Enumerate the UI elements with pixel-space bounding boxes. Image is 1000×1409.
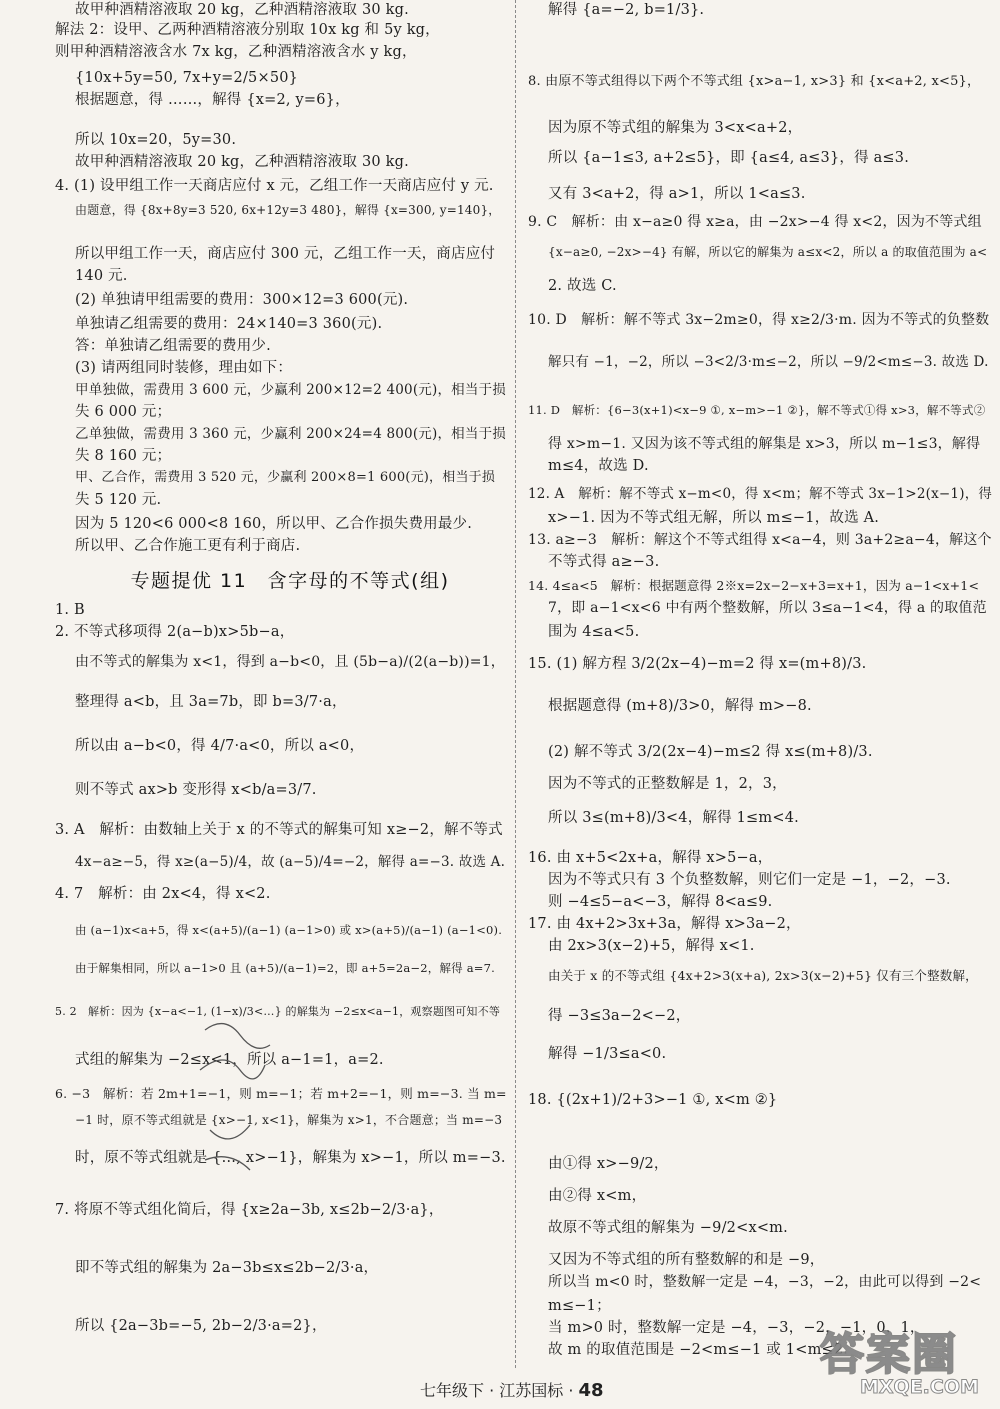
- left-column-line: 故甲种酒精溶液取 20 kg，乙种酒精溶液取 30 kg.: [75, 2, 409, 18]
- right-column-line: 由①得 x>−9/2，: [548, 1156, 669, 1172]
- right-column-line: 所以 {a−1≤3, a+2≤5}，即 {a≤4, a≤3}，得 a≤3.: [548, 150, 910, 166]
- left-column-line: 1. B: [55, 602, 85, 618]
- left-column-line: 则不等式 ax>b 变形得 x<b/a=3/7.: [75, 782, 317, 798]
- left-column-line: 2. 不等式移项得 2(a−b)x>5b−a，: [55, 624, 295, 640]
- right-column-line: 9. C 解析：由 x−a≥0 得 x≥a，由 −2x>−4 得 x<2，因为不等式组: [528, 214, 982, 230]
- right-column-line: 14. 4≤a<5 解析：根据题意得 2※x=2x−2−x+3=x+1，因为 a−1<x+1<: [528, 578, 980, 593]
- watermark-url: MXQE.COM: [860, 1376, 979, 1398]
- pencil-scribble-icon: [195, 1010, 275, 1200]
- left-column-line: 4. 7 解析：由 2x<4，得 x<2.: [55, 886, 271, 902]
- right-column-line: 15. (1) 解方程 3/2(2x−4)−m=2 得 x=(m+8)/3.: [528, 656, 867, 672]
- right-column-line: 又因为不等式组的所有整数解的和是 −9，: [548, 1252, 825, 1268]
- left-column-line: {10x+5y=50, 7x+y=2/5×50}: [75, 70, 299, 86]
- right-column-line: 16. 由 x+5<2x+a，解得 x>5−a，: [528, 850, 773, 866]
- left-column-line: 由 (a−1)x<a+5，得 x<(a+5)/(a−1) (a−1>0) 或 x>(a+5)/(a−1) (a−1<0).: [75, 923, 503, 937]
- right-column-line: 得 x>m−1. 又因为该不等式组的解集是 x>3，所以 m−1≤3，解得: [548, 436, 981, 452]
- right-column-line: 所以当 m<0 时，整数解一定是 −4，−3，−2，由此可以得到 −2<: [548, 1274, 982, 1290]
- right-column-line: 17. 由 4x+2>3x+3a，解得 x>3a−2，: [528, 916, 801, 932]
- left-column-line: 140 元.: [75, 268, 128, 284]
- watermark-logo: 答案圈: [820, 1329, 958, 1380]
- left-column-line: 乙单独做，需费用 3 360 元，少赢利 200×24=4 800(元)，相当于损: [75, 426, 506, 442]
- left-column-line: 失 5 120 元.: [75, 492, 162, 508]
- right-column-line: 7，即 a−1<x<6 中有两个整数解，所以 3≤a−1<4，得 a 的取值范: [548, 600, 987, 616]
- right-column-line: 又有 3<a+2，得 a>1，所以 1<a≤3.: [548, 186, 806, 202]
- left-column-line: 则甲种酒精溶液含水 7x kg，乙种酒精溶液含水 y kg，: [55, 44, 417, 60]
- right-column-line: 因为原不等式组的解集为 3<x<a+2，: [548, 120, 803, 136]
- left-column-line: 失 8 160 元；: [75, 448, 172, 464]
- left-column-line: 4. (1) 设甲组工作一天商店应付 x 元，乙组工作一天商店应付 y 元.: [55, 178, 494, 194]
- right-column-line: m≤−1；: [548, 1298, 611, 1314]
- left-column-line: (2) 单独请甲组需要的费用：300×12=3 600(元).: [75, 292, 409, 308]
- right-column-line: 根据题意得 (m+8)/3>0，解得 m>−8.: [548, 698, 812, 714]
- left-column-line: 7. 将原不等式组化简后，得 {x≥2a−3b, x≤2b−2/3·a}，: [55, 1202, 444, 1218]
- left-column-line: 甲、乙合作，需费用 3 520 元，少赢利 200×8=1 600(元)，相当于损: [75, 470, 496, 485]
- right-column-line: 所以 3≤(m+8)/3<4，解得 1≤m<4.: [548, 810, 799, 826]
- right-column-line: 10. D 解析：解不等式 3x−2m≥0，得 x≥2/3·m. 因为不等式的负整数: [528, 312, 990, 328]
- left-column-line: 所以甲组工作一天，商店应付 300 元，乙组工作一天，商店应付: [75, 246, 496, 262]
- right-column-line: (2) 解不等式 3/2(2x−4)−m≤2 得 x≤(m+8)/3.: [548, 744, 873, 760]
- left-column-line: 所以甲、乙合作施工更有利于商店.: [75, 538, 301, 554]
- left-column-line: 5. 2 解析：因为 {x−a<−1, (1−x)/3<…} 的解集为 −2≤x<a−1，观察题图可知不等: [55, 1005, 501, 1018]
- left-column-line: 甲单独做，需费用 3 600 元，少赢利 200×12=2 400(元)，相当于损: [75, 382, 506, 398]
- left-column-line: 整理得 a<b，且 3a=7b，即 b=3/7·a，: [75, 694, 347, 710]
- right-column-line: x>−1. 因为不等式组无解，所以 m≤−1，故选 A.: [548, 510, 880, 526]
- left-column-line: 所以 {2a−3b=−5, 2b−2/3·a=2}，: [75, 1318, 327, 1334]
- right-column-line: 8. 由原不等式组得以下两个不等式组 {x>a−1, x>3} 和 {x<a+2, x<5}，: [528, 74, 981, 89]
- right-column-line: 由 2x>3(x−2)+5，解得 x<1.: [548, 938, 755, 954]
- left-column-line: 因为 5 120<6 000<8 160，所以甲、乙合作损失费用最少.: [75, 516, 473, 532]
- left-column-line: 答：单独请乙组需要的费用少.: [75, 338, 271, 354]
- left-column-line: 失 6 000 元；: [75, 404, 172, 420]
- right-column-line: 12. A 解析：解不等式 x−m<0，得 x<m；解不等式 3x−1>2(x−1)，得: [528, 486, 993, 502]
- right-column-line: 由②得 x<m，: [548, 1188, 647, 1204]
- right-column-line: {x−a≥0, −2x>−4} 有解，所以它的解集为 a≤x<2，所以 a 的取值范围为 a<: [548, 245, 988, 259]
- footer-label: 七年级下 · 江苏国标 ·: [420, 1381, 574, 1400]
- left-column-line: 由题意，得 {8x+8y=3 520, 6x+12y=3 480}，解得 {x=300, y=140}，: [75, 203, 501, 217]
- left-column-line: 由不等式的解集为 x<1，得到 a−b<0，且 (5b−a)/(2(a−b))=1，: [75, 654, 505, 670]
- right-column-line: 11. D 解析：{6−3(x+1)<x−9 ①, x−m>−1 ②}，解不等式①得 x>3，解不等式②: [528, 403, 986, 417]
- left-column-line: 所以由 a−b<0，得 4/7·a<0，所以 a<0，: [75, 738, 365, 754]
- watermark: [820, 1318, 995, 1403]
- left-column-line: 式组的解集为 −2≤x<1，所以 a−1=1，a=2.: [75, 1052, 384, 1068]
- page-number: 48: [578, 1380, 604, 1401]
- right-column-line: 得 −3≤3a−2<−2，: [548, 1008, 691, 1024]
- right-column-line: m≤4，故选 D.: [548, 458, 649, 474]
- left-column-line: 由于解集相同，所以 a−1>0 且 (a+5)/(a−1)=2，即 a+5=2a−2，解得 a=7.: [75, 961, 495, 975]
- right-column-line: 则 −4≤5−a<−3，解得 8<a≤9.: [548, 894, 773, 910]
- right-column-line: 因为不等式的正整数解是 1，2，3，: [548, 776, 787, 792]
- left-column-line: 所以 10x=20，5y=30.: [75, 132, 237, 148]
- left-column-line: −1 时，原不等式组就是 {x>−1, x<1}，解集为 x>1，不合题意；当 m=−3: [75, 1113, 503, 1127]
- left-column-line: (3) 请两组同时装修，理由如下：: [75, 360, 293, 376]
- right-column-line: 不等式得 a≥−3.: [548, 554, 660, 570]
- right-column-line: 当 m>0 时，整数解一定是 −4，−3，−2，−1，0，1，: [548, 1320, 925, 1336]
- left-column-line: 根据题意，得 ……，解得 {x=2, y=6}，: [75, 92, 350, 108]
- left-column-line: 故甲种酒精溶液取 20 kg，乙种酒精溶液取 30 kg.: [75, 154, 409, 170]
- right-column-line: 因为不等式只有 3 个负整数解，则它们一定是 −1，−2，−3.: [548, 872, 951, 888]
- left-column-line: 即不等式组的解集为 2a−3b≤x≤2b−2/3·a，: [75, 1260, 379, 1276]
- left-column-line: 4x−a≥−5，得 x≥(a−5)/4，故 (a−5)/4=−2，解得 a=−3. 故选 A.: [75, 854, 506, 870]
- right-column-line: 由关于 x 的不等式组 {4x+2>3(x+a), 2x>3(x−2)+5} 仅有三个整数解，: [548, 968, 978, 983]
- right-column-line: 解只有 −1，−2，所以 −3<2/3·m≤−2，所以 −9/2<m≤−3. 故选 D.: [548, 354, 989, 370]
- right-column-line: 围为 4≤a<5.: [548, 624, 640, 640]
- column-divider: [515, 0, 516, 1368]
- left-column-line: 6. −3 解析：若 2m+1=−1，则 m=−1；若 m+2=−1，则 m=−3. 当 m=: [55, 1086, 507, 1101]
- right-column-line: 故原不等式组的解集为 −9/2<x<m.: [548, 1220, 788, 1236]
- page-footer: [420, 1378, 604, 1401]
- left-column-line: 解法 2：设甲、乙两种酒精溶液分别取 10x kg 和 5y kg，: [55, 22, 440, 38]
- right-column-line: 13. a≥−3 解析：解这个不等式组得 x<a−4，则 3a+2≥a−4，解这个: [528, 532, 992, 548]
- left-column-line: 3. A 解析：由数轴上关于 x 的不等式的解集可知 x≥−2，解不等式: [55, 822, 503, 838]
- right-column-line: 解得 −1/3≤a<0.: [548, 1046, 667, 1062]
- left-column-line: 时，原不等式组就是 {…, x>−1}，解集为 x>−1，所以 m=−3.: [75, 1150, 506, 1166]
- right-column-line: 故 m 的取值范围是 −2<m≤−1 或 1<m≤2.: [548, 1342, 849, 1358]
- right-column-line: 2. 故选 C.: [548, 278, 617, 294]
- left-column-line: 单独请乙组需要的费用：24×140=3 360(元).: [75, 316, 383, 332]
- right-column-line: 18. {(2x+1)/2+3>−1 ①, x<m ②}: [528, 1092, 778, 1108]
- right-column-line: 解得 {a=−2, b=1/3}.: [548, 2, 705, 18]
- section-title: 专题提优 11 含字母的不等式(组): [130, 570, 450, 592]
